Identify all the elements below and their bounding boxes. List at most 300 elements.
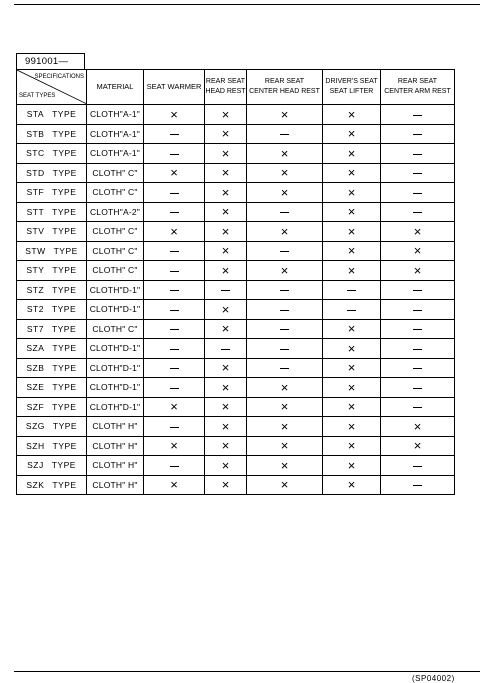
dash-mark <box>347 310 356 311</box>
type-label: TYPE <box>52 382 77 393</box>
x-mark: × <box>280 438 289 454</box>
rear-head-rest-cell <box>205 280 247 300</box>
rear-center-head-rest-cell <box>247 280 323 300</box>
rear-center-arm-rest-cell <box>381 241 455 261</box>
seat-warmer-cell <box>144 241 205 261</box>
x-mark: × <box>347 223 356 239</box>
dash-mark <box>170 368 179 369</box>
material-cell: CLOTH" C" <box>87 261 144 281</box>
rear-center-arm-rest-cell <box>381 358 455 378</box>
seat-warmer-cell <box>144 339 205 359</box>
type-label: TYPE <box>52 206 77 217</box>
rear-head-rest-cell <box>205 241 247 261</box>
x-mark: × <box>347 379 356 395</box>
rear-center-head-rest-header: REAR SEAT CENTER HEAD REST <box>247 70 323 105</box>
dash-mark <box>170 251 179 252</box>
x-mark: × <box>221 457 230 473</box>
seat-warmer-cell <box>144 163 205 183</box>
seat-code: STA <box>26 109 45 120</box>
x-mark: × <box>221 438 230 454</box>
dash-mark <box>170 329 179 330</box>
seat-code: STV <box>26 226 45 237</box>
x-mark: × <box>347 321 356 337</box>
x-mark: × <box>170 438 178 454</box>
type-label: TYPE <box>52 187 77 198</box>
seat-code: STF <box>26 187 45 198</box>
driver-seat-lifter-cell <box>323 339 381 359</box>
seat-code: SZB <box>26 362 45 373</box>
type-label: TYPE <box>51 304 77 315</box>
rear-center-arm-rest-cell <box>381 319 455 339</box>
seat-warmer-cell <box>144 124 205 144</box>
seat-code: SZH <box>26 440 45 451</box>
dash-mark <box>170 466 179 467</box>
seat-warmer-cell <box>144 202 205 222</box>
rear-head-rest-cell <box>205 144 247 164</box>
rear-center-head-rest-cell <box>247 358 323 378</box>
x-mark: × <box>221 301 230 317</box>
type-label: TYPE <box>52 401 77 412</box>
material-cell: CLOTH"D-1" <box>87 339 144 359</box>
x-mark: × <box>280 184 289 200</box>
dash-mark <box>280 290 289 291</box>
x-mark: × <box>280 223 289 239</box>
rear-center-arm-rest-cell <box>381 417 455 437</box>
x-mark: × <box>347 106 356 122</box>
seat-code: STY <box>26 265 45 276</box>
x-mark: × <box>280 399 289 415</box>
seat-warmer-cell <box>144 144 205 164</box>
dash-mark <box>170 349 179 350</box>
seat-type-cell <box>17 202 87 222</box>
table-row <box>17 222 455 242</box>
table-row <box>17 105 455 125</box>
rear-center-head-rest-cell <box>247 241 323 261</box>
seat-code: ST7 <box>26 323 44 334</box>
dash-mark <box>170 134 179 135</box>
dash-mark <box>170 427 179 428</box>
dash-mark <box>413 154 422 155</box>
x-mark: × <box>221 399 230 415</box>
dash-mark <box>347 290 356 291</box>
x-mark: × <box>413 262 422 278</box>
x-mark: × <box>221 184 230 200</box>
material-cell: CLOTH" C" <box>87 222 144 242</box>
material-cell: CLOTH"A-1" <box>87 124 144 144</box>
rear-center-head-rest-cell <box>247 261 323 281</box>
material-cell: CLOTH"D-1" <box>87 300 144 320</box>
rear-center-arm-rest-cell <box>381 436 455 456</box>
driver-seat-lifter-cell <box>323 144 381 164</box>
dash-mark <box>221 349 230 350</box>
top-rule <box>14 4 480 5</box>
seat-type-cell <box>17 475 87 495</box>
table-row <box>17 202 455 222</box>
driver-seat-lifter-cell <box>323 261 381 281</box>
rear-head-rest-cell <box>205 163 247 183</box>
seat-type-cell <box>17 241 87 261</box>
x-mark: × <box>347 418 356 434</box>
dash-mark <box>413 407 422 408</box>
rear-center-arm-rest-cell <box>381 300 455 320</box>
seat-warmer-cell <box>144 397 205 417</box>
dash-mark <box>413 134 422 135</box>
dash-mark <box>170 212 179 213</box>
driver-seat-lifter-cell <box>323 280 381 300</box>
seat-code: SZK <box>26 479 45 490</box>
dash-mark <box>170 193 179 194</box>
dash-mark <box>413 310 422 311</box>
material-cell: CLOTH" H" <box>87 436 144 456</box>
dash-mark <box>413 173 422 174</box>
seat-type-cell <box>17 124 87 144</box>
rear-head-rest-cell <box>205 339 247 359</box>
table-row <box>17 163 455 183</box>
seat-warmer-cell <box>144 475 205 495</box>
rear-center-arm-rest-cell <box>381 397 455 417</box>
seat-type-cell <box>17 105 87 125</box>
table-row <box>17 300 455 320</box>
seat-type-cell <box>17 144 87 164</box>
x-mark: × <box>221 106 230 122</box>
seat-warmer-cell <box>144 319 205 339</box>
x-mark: × <box>280 145 289 161</box>
x-mark: × <box>221 418 230 434</box>
rear-center-arm-rest-cell <box>381 456 455 476</box>
x-mark: × <box>221 243 230 259</box>
dash-mark <box>413 193 422 194</box>
seat-warmer-cell <box>144 280 205 300</box>
type-label: TYPE <box>51 323 77 334</box>
rear-center-arm-rest-cell <box>381 378 455 398</box>
seat-code: STB <box>26 128 45 139</box>
model-code: 991001— <box>16 53 85 69</box>
type-label: TYPE <box>52 128 77 139</box>
seat-type-cell <box>17 358 87 378</box>
seat-type-cell <box>17 163 87 183</box>
type-label: TYPE <box>52 479 77 490</box>
seat-code: SZJ <box>27 460 44 471</box>
rear-head-rest-cell <box>205 378 247 398</box>
seat-spec-table <box>16 69 455 495</box>
rear-center-arm-rest-cell <box>381 280 455 300</box>
rear-center-head-rest-cell <box>247 475 323 495</box>
x-mark: × <box>170 477 178 493</box>
driver-seat-lifter-cell <box>323 183 381 203</box>
dash-mark <box>280 212 289 213</box>
seat-warmer-cell <box>144 222 205 242</box>
material-cell: CLOTH"A-1" <box>87 144 144 164</box>
rear-center-head-rest-cell <box>247 144 323 164</box>
x-mark: × <box>221 477 230 493</box>
rear-center-arm-rest-cell <box>381 163 455 183</box>
seat-type-cell <box>17 397 87 417</box>
rear-center-arm-rest-cell <box>381 183 455 203</box>
material-header: MATERIAL <box>87 70 144 105</box>
rear-center-head-rest-cell <box>247 436 323 456</box>
seat-code: SZG <box>25 421 45 432</box>
type-label: TYPE <box>52 440 77 451</box>
table-row <box>17 475 455 495</box>
rear-head-rest-cell <box>205 222 247 242</box>
rear-center-head-rest-cell <box>247 319 323 339</box>
table-row <box>17 397 455 417</box>
rear-head-rest-cell <box>205 202 247 222</box>
seat-code: SZE <box>26 382 45 393</box>
x-mark: × <box>280 418 289 434</box>
dash-mark <box>413 290 422 291</box>
rear-center-head-rest-cell <box>247 339 323 359</box>
dash-mark <box>170 290 179 291</box>
material-cell: CLOTH" C" <box>87 241 144 261</box>
rear-head-rest-header: REAR SEAT HEAD REST <box>205 70 247 105</box>
seat-warmer-cell <box>144 105 205 125</box>
x-mark: × <box>221 321 230 337</box>
x-mark: × <box>221 262 230 278</box>
material-cell: CLOTH"A-2" <box>87 202 144 222</box>
seat-warmer-cell <box>144 300 205 320</box>
x-mark: × <box>170 223 178 239</box>
x-mark: × <box>347 438 356 454</box>
rear-center-arm-rest-cell <box>381 105 455 125</box>
seat-code: STT <box>26 206 45 217</box>
rear-center-head-rest-cell <box>247 124 323 144</box>
driver-seat-lifter-cell <box>323 163 381 183</box>
x-mark: × <box>280 262 289 278</box>
figure-code: (SP04002) <box>412 674 455 683</box>
rear-center-arm-rest-cell <box>381 202 455 222</box>
rear-head-rest-cell <box>205 300 247 320</box>
dash-mark <box>280 251 289 252</box>
table-row <box>17 280 455 300</box>
x-mark: × <box>413 223 422 239</box>
seat-type-cell <box>17 319 87 339</box>
driver-seat-lifter-cell <box>323 105 381 125</box>
x-mark: × <box>347 262 356 278</box>
table-row <box>17 378 455 398</box>
x-mark: × <box>170 106 178 122</box>
table-row <box>17 339 455 359</box>
x-mark: × <box>347 457 356 473</box>
driver-seat-lifter-cell <box>323 222 381 242</box>
rear-center-arm-rest-cell <box>381 261 455 281</box>
material-cell: CLOTH"D-1" <box>87 358 144 378</box>
table-row <box>17 358 455 378</box>
rear-center-arm-rest-cell <box>381 222 455 242</box>
driver-seat-lifter-cell <box>323 358 381 378</box>
seat-code: STZ <box>26 284 45 295</box>
type-label: TYPE <box>52 362 77 373</box>
rear-head-rest-cell <box>205 319 247 339</box>
material-cell: CLOTH" C" <box>87 163 144 183</box>
seat-type-cell <box>17 436 87 456</box>
material-cell: CLOTH"D-1" <box>87 378 144 398</box>
driver-seat-lifter-cell <box>323 241 381 261</box>
dash-mark <box>170 310 179 311</box>
seat-warmer-cell <box>144 417 205 437</box>
rear-head-rest-cell <box>205 456 247 476</box>
table-row <box>17 456 455 476</box>
rear-center-arm-rest-cell <box>381 124 455 144</box>
dash-mark <box>413 115 422 116</box>
rear-head-rest-cell <box>205 436 247 456</box>
table-row <box>17 183 455 203</box>
x-mark: × <box>347 477 356 493</box>
seat-code: SZF <box>26 401 45 412</box>
seat-code: STW <box>25 245 46 256</box>
seat-warmer-cell <box>144 436 205 456</box>
seat-code: ST2 <box>26 304 44 315</box>
seat-warmer-cell <box>144 358 205 378</box>
dash-mark <box>280 349 289 350</box>
diagonal-header-cell <box>17 70 87 105</box>
x-mark: × <box>347 165 356 181</box>
rear-center-head-rest-cell <box>247 417 323 437</box>
x-mark: × <box>347 145 356 161</box>
rear-center-head-rest-cell <box>247 397 323 417</box>
dash-mark <box>413 212 422 213</box>
x-mark: × <box>221 360 230 376</box>
x-mark: × <box>221 223 230 239</box>
seat-type-cell <box>17 222 87 242</box>
dash-mark <box>221 290 230 291</box>
seat-type-cell <box>17 183 87 203</box>
seat-type-cell <box>17 456 87 476</box>
material-cell: CLOTH" C" <box>87 319 144 339</box>
rear-center-head-rest-cell <box>247 222 323 242</box>
x-mark: × <box>347 399 356 415</box>
seat-warmer-cell <box>144 183 205 203</box>
material-cell: CLOTH" C" <box>87 183 144 203</box>
dash-mark <box>170 154 179 155</box>
x-mark: × <box>170 165 178 181</box>
driver-seat-lifter-cell <box>323 436 381 456</box>
material-cell: CLOTH" H" <box>87 456 144 476</box>
x-mark: × <box>221 165 230 181</box>
dash-mark <box>413 388 422 389</box>
material-cell: CLOTH" H" <box>87 417 144 437</box>
rear-center-arm-rest-cell <box>381 339 455 359</box>
type-label: TYPE <box>52 109 77 120</box>
dash-mark <box>280 134 289 135</box>
rear-center-head-rest-cell <box>247 300 323 320</box>
rear-head-rest-cell <box>205 417 247 437</box>
rear-center-head-rest-cell <box>247 378 323 398</box>
rear-head-rest-cell <box>205 105 247 125</box>
seat-code: SZA <box>26 343 45 354</box>
rear-center-head-rest-cell <box>247 202 323 222</box>
seat-type-cell <box>17 417 87 437</box>
seat-warmer-header: SEAT WARMER <box>144 70 205 105</box>
table-row <box>17 241 455 261</box>
rear-center-arm-rest-header: REAR SEAT CENTER ARM REST <box>381 70 455 105</box>
material-cell: CLOTH"D-1" <box>87 280 144 300</box>
x-mark: × <box>347 340 356 356</box>
seat-type-cell <box>17 280 87 300</box>
rear-center-head-rest-cell <box>247 183 323 203</box>
seat-type-cell <box>17 378 87 398</box>
rear-head-rest-cell <box>205 183 247 203</box>
driver-seat-lifter-cell <box>323 378 381 398</box>
dash-mark <box>170 388 179 389</box>
driver-seat-lifter-cell <box>323 397 381 417</box>
rear-center-head-rest-cell <box>247 163 323 183</box>
dash-mark <box>280 329 289 330</box>
type-label: TYPE <box>52 167 77 178</box>
driver-seat-lifter-cell <box>323 319 381 339</box>
table-row <box>17 319 455 339</box>
seat-warmer-cell <box>144 456 205 476</box>
material-cell: CLOTH"A-1" <box>87 105 144 125</box>
x-mark: × <box>221 145 230 161</box>
dash-mark <box>413 485 422 486</box>
driver-seat-lifter-cell <box>323 124 381 144</box>
driver-seat-lifter-cell <box>323 417 381 437</box>
driver-seat-lifter-cell <box>323 456 381 476</box>
table-row <box>17 144 455 164</box>
bottom-rule <box>14 671 480 672</box>
material-cell: CLOTH" H" <box>87 475 144 495</box>
driver-seat-lifter-header: DRIVER'S SEAT SEAT LIFTER <box>323 70 381 105</box>
dash-mark <box>413 329 422 330</box>
driver-seat-lifter-cell <box>323 202 381 222</box>
x-mark: × <box>280 379 289 395</box>
x-mark: × <box>280 165 289 181</box>
table-row <box>17 436 455 456</box>
x-mark: × <box>347 126 356 142</box>
x-mark: × <box>170 399 178 415</box>
dash-mark <box>413 466 422 467</box>
rear-head-rest-cell <box>205 261 247 281</box>
x-mark: × <box>221 379 230 395</box>
x-mark: × <box>347 184 356 200</box>
type-label: TYPE <box>52 421 78 432</box>
x-mark: × <box>280 106 289 122</box>
type-label: TYPE <box>52 265 77 276</box>
x-mark: × <box>347 204 356 220</box>
seat-type-cell <box>17 261 87 281</box>
rear-head-rest-cell <box>205 358 247 378</box>
table-row <box>17 417 455 437</box>
x-mark: × <box>413 418 422 434</box>
header-row <box>17 70 455 105</box>
x-mark: × <box>280 477 289 493</box>
type-label: TYPE <box>51 460 76 471</box>
rear-head-rest-cell <box>205 124 247 144</box>
specifications-label: SPECIFICATIONS <box>34 74 84 80</box>
x-mark: × <box>280 457 289 473</box>
seat-type-cell <box>17 339 87 359</box>
type-label: TYPE <box>52 343 77 354</box>
dash-mark <box>413 368 422 369</box>
x-mark: × <box>413 243 422 259</box>
rear-head-rest-cell <box>205 397 247 417</box>
rear-center-arm-rest-cell <box>381 144 455 164</box>
driver-seat-lifter-cell <box>323 300 381 320</box>
driver-seat-lifter-cell <box>323 475 381 495</box>
seat-warmer-cell <box>144 261 205 281</box>
seat-warmer-cell <box>144 378 205 398</box>
type-label: TYPE <box>53 245 78 256</box>
seat-type-cell <box>17 300 87 320</box>
type-label: TYPE <box>52 284 77 295</box>
type-label: TYPE <box>52 226 77 237</box>
rear-center-arm-rest-cell <box>381 475 455 495</box>
rear-center-head-rest-cell <box>247 105 323 125</box>
material-cell: CLOTH"D-1" <box>87 397 144 417</box>
x-mark: × <box>221 204 230 220</box>
x-mark: × <box>413 438 422 454</box>
